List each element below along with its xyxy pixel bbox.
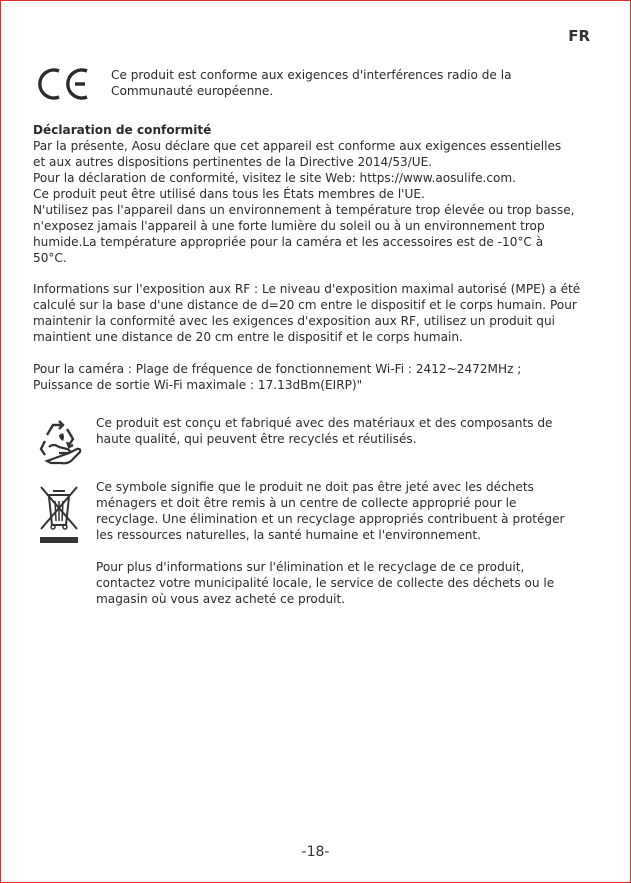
weee-line: ménagers et doit être remis à un centre de collecte approprié pour le bbox=[96, 496, 517, 510]
declaration-line: humide.La température appropriée pour la caméra et les accessoires est de -10°C à bbox=[33, 235, 544, 249]
declaration-section bbox=[33, 122, 603, 266]
weee-line: les ressources naturelles, la santé humaine et l'environnement. bbox=[96, 528, 482, 542]
declaration-title: Déclaration de conformité bbox=[33, 123, 212, 137]
weee-more-line: Pour plus d'informations sur l'élimination et le recyclage de ce produit, bbox=[96, 560, 525, 574]
rf-line: calculé sur la base d'une distance de d=20 cm entre le dispositif et le corps humain. Pour bbox=[33, 298, 577, 312]
camera-wifi-section bbox=[33, 361, 603, 393]
ce-text: Ce produit est conforme aux exigences d'interférences radio de la Communauté européenne. bbox=[111, 68, 512, 98]
crossed-bin-icon bbox=[37, 483, 85, 547]
weee-more-line: magasin où vous avez acheté ce produit. bbox=[96, 592, 346, 606]
camera-line: Puissance de sortie Wi-Fi maximale : 17.13dBm(EIRP)" bbox=[33, 378, 363, 392]
declaration-line: 50°C. bbox=[33, 251, 67, 265]
recycle-line: Ce produit est conçu et fabriqué avec des matériaux et des composants de bbox=[96, 416, 553, 430]
rf-exposure-section bbox=[33, 281, 603, 345]
ce-mark-icon bbox=[37, 67, 93, 101]
declaration-line: Par la présente, Aosu déclare que cet appareil est conforme aux exigences essentielles bbox=[33, 139, 562, 153]
declaration-line: n'exposez jamais l'appareil à une forte lumière du soleil ou à un environnement trop bbox=[33, 219, 545, 233]
recycle-text bbox=[96, 415, 596, 447]
camera-line: Pour la caméra : Plage de fréquence de fonctionnement Wi-Fi : 2412~2472MHz ; bbox=[33, 362, 522, 376]
page-number: -18- bbox=[301, 844, 330, 860]
recycle-line: haute qualité, qui peuvent être recyclés et réutilisés. bbox=[96, 432, 417, 446]
rf-line: Informations sur l'exposition aux RF : Le niveau d'exposition maximal autorisé (MPE) a été bbox=[33, 282, 581, 296]
language-code: FR bbox=[568, 27, 590, 45]
rf-line: maintient une distance de 20 cm entre le dispositif et le corps humain. bbox=[33, 330, 463, 344]
declaration-line: Pour la déclaration de conformité, visitez le site Web: https://www.aosulife.com. bbox=[33, 171, 517, 185]
weee-text bbox=[96, 479, 596, 607]
declaration-line: Ce produit peut être utilisé dans tous les États membres de l'UE. bbox=[33, 187, 425, 201]
declaration-line: N'utilisez pas l'appareil dans un environnement à température trop élevée ou trop basse, bbox=[33, 203, 575, 217]
weee-line: recyclage. Une élimination et un recyclage appropriés contribuent à protéger bbox=[96, 512, 565, 526]
weee-more-line: contactez votre municipalité locale, le service de collecte des déchets ou le bbox=[96, 576, 555, 590]
declaration-line: et aux autres dispositions pertinentes de la Directive 2014/53/UE. bbox=[33, 155, 433, 169]
weee-line: Ce symbole signifie que le produit ne doit pas être jeté avec les déchets bbox=[96, 480, 534, 494]
recycling-hand-icon bbox=[33, 417, 85, 469]
rf-line: maintenir la conformité avec les exigences d'exposition aux RF, utilisez un produit qui bbox=[33, 314, 555, 328]
